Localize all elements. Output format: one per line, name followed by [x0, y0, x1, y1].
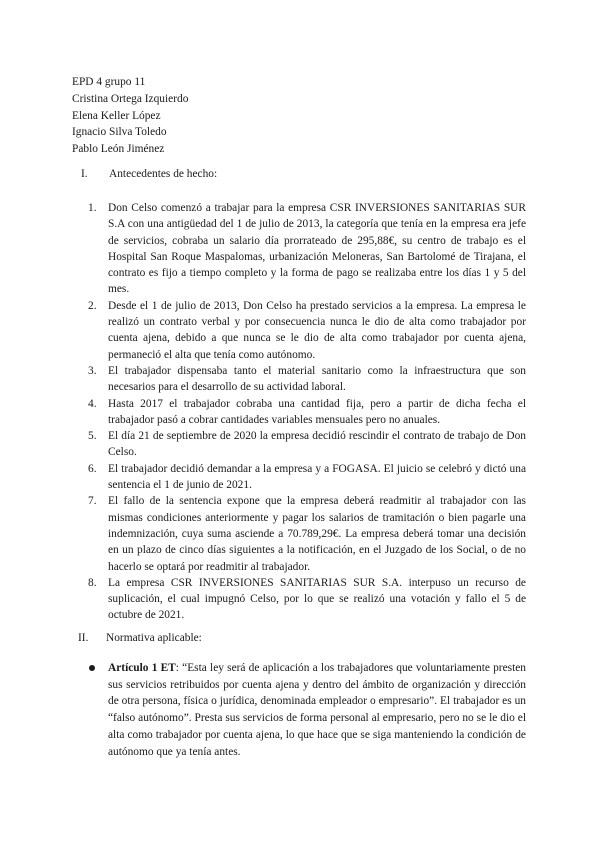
fact-number: 7. — [88, 495, 97, 508]
fact-text: El día 21 de septiembre de 2020 la empresa decidió rescindir el contrato de trabajo de Don Celso. — [108, 430, 526, 459]
law-article-text: : “Esta ley será de aplicación a los trabajadores que voluntariamente presten sus servicios retribuidos por cuenta ajena y dentro del ámbito de organización y dirección de otra persona, física o jurídica, denominada empleador o empresario”. El trabajador es un “falso autónomo”. Presta sus servicios de forma personal al empresario, pero no se le dio el alta como trabajador por cuenta ajena, lo que hace que se siga manteniendo la condición de autónomo que ya tenía antes. — [108, 662, 527, 758]
fact-item — [88, 575, 526, 624]
fact-number: 5. — [88, 430, 97, 443]
section-title: Antecedentes de hecho: — [109, 168, 218, 180]
fact-number: 2. — [88, 299, 97, 312]
fact-text: El fallo de la sentencia expone que la empresa deberá readmitir al trabajador con las mismas condiciones anteriormente y pagar los salarios de tramitación o bien pagarle una indemnización, cuya suma asciende a 70.789,29€. La empresa deberá tomar una decisión en un plazo de cinco días siguientes a la notificación, en el Juzgado de los Social, o de no hacerlo se optará por readmitir al trabajador. — [108, 495, 526, 573]
fact-item — [88, 396, 526, 429]
bullet-dot-icon — [89, 665, 95, 671]
fact-text: El trabajador dispensaba tanto el material sanitario como la infraestructura que son necesarios para el desarrollo de su actividad laboral. — [108, 364, 526, 394]
fact-number: 4. — [88, 397, 97, 410]
fact-item — [88, 493, 526, 574]
section-number: II. — [78, 632, 89, 644]
authors-header — [72, 74, 188, 158]
author-name: Elena Keller López — [72, 109, 161, 122]
fact-item — [88, 298, 526, 363]
author-name: Cristina Ortega Izquierdo — [72, 92, 189, 105]
fact-item — [88, 200, 526, 298]
fact-number: 6. — [88, 462, 97, 475]
fact-text: Desde el 1 de julio de 2013, Don Celso ha prestado servicios a la empresa. La empresa le realizó un contrato verbal y por consecuencia nunca le dio de alta como trabajador por cuenta ajena, debido a que nunca se le dio de alta como trabajador por cuenta ajena, permaneció el alta que tenía como autónomo. — [108, 299, 526, 361]
fact-item — [88, 363, 526, 396]
author-name: Pablo León Jiménez — [72, 143, 165, 156]
law-bullet-item — [88, 660, 526, 760]
fact-text: Don Celso comenzó a trabajar para la empresa CSR INVERSIONES SANITARIAS SUR S.A con una antigüedad del 1 de julio de 2013, la categoría que tenía en la empresa era jefe de servicios, cobraba un salario día prorrateado de 295,88€, su centro de trabajo es el Hospital San Roque Maspalomas, urbanización Meloneras, San Bartolomé de Tirajana, el contrato es fijo a tiempo completo y la forma de pago se realizaba entre los días 1 y 5 del mes. — [108, 202, 526, 296]
fact-text: Hasta 2017 el trabajador cobraba una cantidad fija, pero a partir de dicha fecha el trabajador pasó a cobrar cantidades variables mensuales pero no anuales. — [108, 397, 526, 426]
fact-item — [88, 461, 526, 494]
fact-number: 3. — [88, 364, 97, 377]
fact-item — [88, 428, 526, 461]
group-title: EPD 4 grupo 11 — [72, 76, 146, 88]
author-name: Ignacio Silva Toledo — [72, 126, 167, 139]
fact-text: El trabajador decidió demandar a la empresa y a FOGASA. El juicio se celebró y dictó una sentencia el 1 de junio de 2021. — [108, 462, 526, 492]
facts-list — [88, 200, 526, 624]
fact-text: La empresa CSR INVERSIONES SANITARIAS SUR S.A. interpuso un recurso de suplicación, el cual impugnó Celso, por lo que se realizó una votación y fallo el 5 de octubre de 2021. — [108, 576, 526, 622]
section-title: Normativa aplicable: — [106, 632, 202, 644]
section-number: I. — [81, 168, 88, 180]
fact-number: 1. — [88, 202, 97, 214]
law-article-title: Artículo 1 ET — [108, 662, 176, 674]
fact-number: 8. — [88, 576, 97, 589]
